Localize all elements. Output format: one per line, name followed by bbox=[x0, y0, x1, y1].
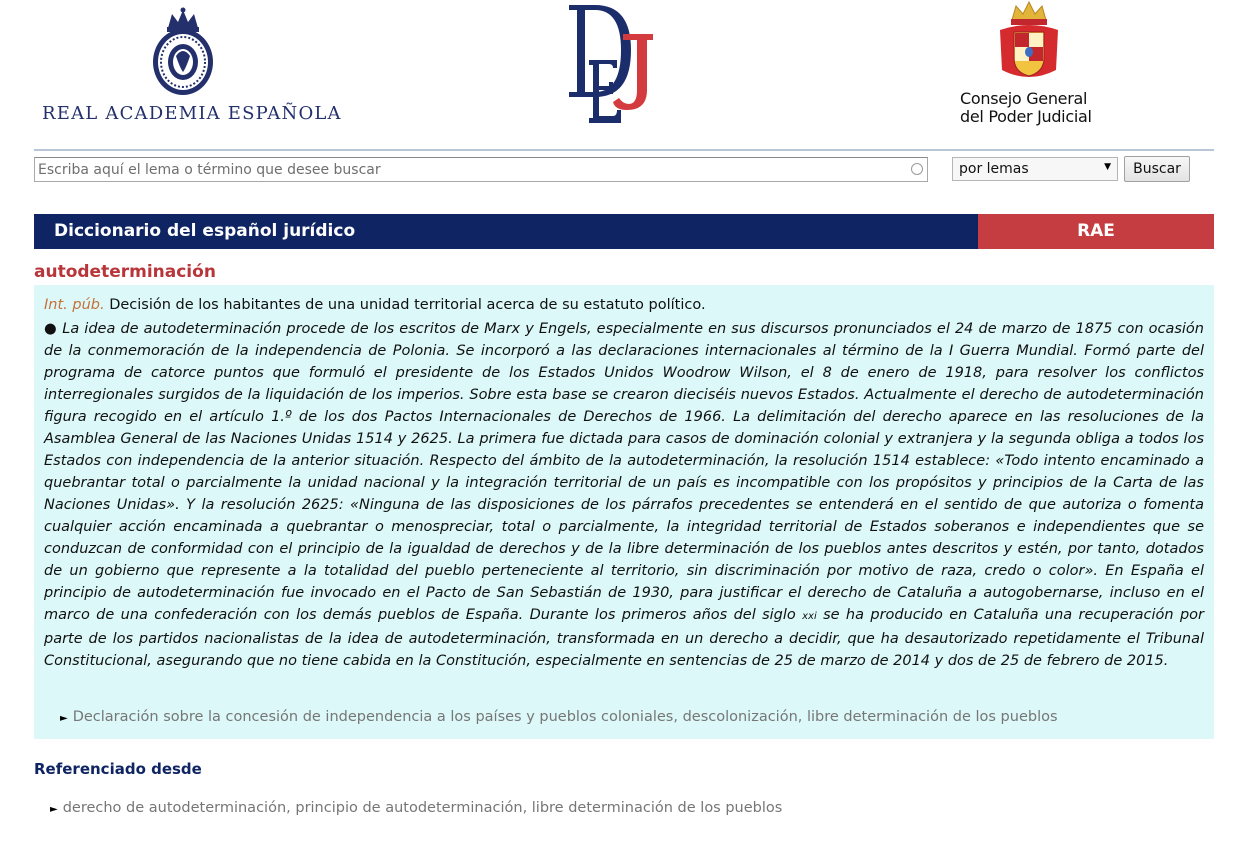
note-century: xxi bbox=[802, 611, 817, 622]
note-text-part1: La idea de autodeterminación procede de los escritos de Marx y Engels, especialmente en sus discursos pronunciados el 24 de marzo de 1875 con ocasión de la conmemoración de la independencia de Polonia. Se incorporó a las declaraciones internacionales al término de la I Guerra Mundial. Formó parte del programa de catorce puntos que formuló el presidente de los Estados Unidos Woodrow Wilson, el 8 de enero de 1918, para resolver los conflictos interregionales surgidos de la liquidación de los imperios. Sobre esta base se crearon dieciséis nuevos Estados. Actualmente el derecho de autodeterminación figura recogido en el artículo 1.º de los dos Pactos Internacionales de Derechos de 1966. La delimitación del derecho aparece en las resoluciones de la Asamblea General de las Naciones Unidas 1514 y 2625. La primera fue dictada para casos de dominación colonial y extranjera y la segunda obliga a todos los Estados con independencia de la anterior situación. Respecto del ámbito de la autodeterminación, la resolución 1514 establece: «Todo intento encaminado a quebrantar total o parcialmente la unidad nacional y la integración territorial de un país es incompatible con los propósitos y principios de la Carta de las Naciones Unidas». Y la resolución 2625: «Ninguna de las disposiciones de los párrafos precedentes se entenderá en el sentido de que autoriza o fomenta cualquier acción encaminada a quebrantar o menospreciar, total o parcialmente, la integridad territorial de Estados soberanos e independientes que se conduzcan de conformidad con el principio de la igualdad de derechos y de la libre determinación de los pueblos antes descritos y estén, por tanto, dotados de un gobierno que represente a la totalidad del pueblo perteneciente al territorio, sin discriminación por motivo de raza, credo o color». En España el principio de autodeterminación fue invocado en el Pacto de San Sebastián de 1930, para justificar el derecho de Cataluña a autogobernarse, incluso en el marco de una confederación con los demás pueblos de España. Durante los primeros años del siglo bbox=[44, 321, 1204, 623]
note-bullet: ● bbox=[44, 321, 58, 337]
referenced-links bbox=[50, 800, 782, 816]
cgpj-name-line1: Consejo General bbox=[960, 89, 1088, 108]
domain-tag: Int. púb. bbox=[44, 297, 105, 313]
related-links bbox=[60, 709, 1058, 725]
rae-seal-icon bbox=[150, 6, 216, 98]
referenced-marker-icon: ► bbox=[50, 804, 58, 815]
related-link[interactable]: descolonización bbox=[682, 709, 798, 725]
entry-lemma: autodeterminación bbox=[34, 262, 216, 282]
search-field[interactable] bbox=[34, 157, 928, 182]
related-link[interactable]: Declaración sobre la concesión de independencia a los países y pueblos coloniales bbox=[72, 709, 674, 725]
search-mode-value: por lemas bbox=[959, 161, 1029, 177]
link-separator: , bbox=[797, 709, 807, 725]
cgpj-logo[interactable] bbox=[958, 0, 1108, 130]
rae-name: REAL ACADEMIA ESPAÑOLA bbox=[42, 103, 342, 124]
note-text-part2: se ha producido en Cataluña una recuperación por parte de los partidos nacionalistas de la idea de autodeterminación, transformada en un derecho a decidir, que ha desautorizado repetidamente el Tribunal Constitucional, asegurando que no tiene cabida en la Constitución, especialmente en sentencias de 25 de marzo de 2014 y dos de 25 de febrero de 2015. bbox=[44, 607, 1204, 669]
referenced-from-title: Referenciado desde bbox=[34, 760, 202, 778]
related-link[interactable]: libre determinación de los pueblos bbox=[806, 709, 1058, 725]
rae-logo[interactable] bbox=[42, 6, 342, 124]
search-mode-select[interactable] bbox=[952, 157, 1118, 181]
definition-text: Decisión de los habitantes de una unidad territorial acerca de su estatuto político. bbox=[109, 297, 706, 313]
dej-logo[interactable] bbox=[565, 2, 657, 126]
link-separator: , bbox=[286, 800, 296, 816]
dej-monogram-icon bbox=[565, 2, 657, 126]
cgpj-name bbox=[960, 90, 1092, 126]
dictionary-header-band bbox=[34, 214, 1214, 249]
referenced-link[interactable]: derecho de autodeterminación bbox=[62, 800, 287, 816]
cgpj-coat-of-arms-icon bbox=[994, 0, 1064, 84]
search-input[interactable] bbox=[35, 158, 905, 181]
cgpj-name-line2: del Poder Judicial bbox=[960, 107, 1092, 126]
encyclopedic-note bbox=[44, 318, 1204, 672]
referenced-link[interactable]: principio de autodeterminación bbox=[295, 800, 523, 816]
dropdown-arrow-icon: ▼ bbox=[1104, 162, 1111, 172]
referenced-link[interactable]: libre determinación de los pueblos bbox=[531, 800, 783, 816]
dictionary-title[interactable]: Diccionario del español jurídico bbox=[34, 214, 978, 249]
definition-line bbox=[44, 297, 706, 313]
clear-search-icon[interactable] bbox=[911, 163, 923, 175]
link-separator: , bbox=[673, 709, 683, 725]
link-separator: , bbox=[522, 800, 532, 816]
related-marker-icon: ► bbox=[60, 713, 68, 724]
header-divider bbox=[34, 149, 1214, 151]
search-button[interactable]: Buscar bbox=[1124, 156, 1190, 182]
definition-box bbox=[34, 285, 1214, 739]
source-label[interactable]: RAE bbox=[978, 214, 1214, 249]
